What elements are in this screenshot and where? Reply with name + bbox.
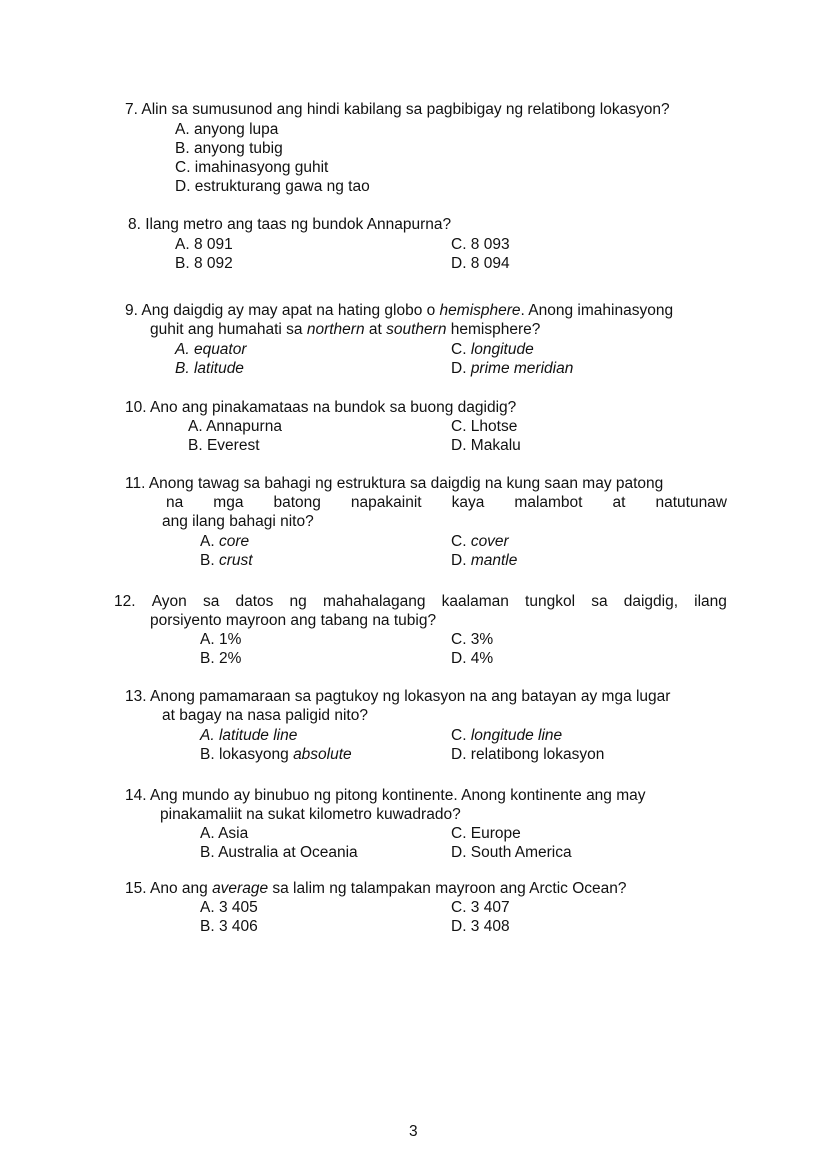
question-14-stem-line-1: 14. Ang mundo ay binubuo ng pitong kontinente. Anong kontinente ang may (125, 787, 646, 804)
question-8-choice-a: A. 8 091 (175, 236, 233, 253)
question-12-stem-line-1: 12. Ayon sa datos ng mahahalagang kaalaman tungkol sa daigdig, ilang (114, 593, 727, 610)
question-12-choice-b: B. 2% (200, 650, 242, 667)
question-13-choice-d: D. relatibong lokasyon (451, 746, 605, 763)
question-10-choice-c: C. Lhotse (451, 418, 518, 435)
question-14-stem-line-2: pinakamaliit na sukat kilometro kuwadrado? (160, 806, 461, 823)
question-8-choice-c: C. 8 093 (451, 236, 510, 253)
question-8-stem: 8. Ilang metro ang taas ng bundok Annapurna? (128, 216, 452, 233)
question-10-choice-d: D. Makalu (451, 437, 521, 454)
question-7-choice-b: B. anyong tubig (175, 140, 283, 157)
question-12-choice-a: A. 1% (200, 631, 242, 648)
question-11-stem-line-1: 11. Anong tawag sa bahagi ng estruktura sa daigdig na kung saan may patong (125, 475, 664, 492)
question-11-choice-d: D. mantle (451, 552, 518, 569)
question-12-choice-c: C. 3% (451, 631, 494, 648)
question-13-choice-c: C. longitude line (451, 727, 563, 744)
question-11-choice-a: A. core (200, 533, 250, 550)
question-7-choice-d: D. estrukturang gawa ng tao (175, 178, 370, 195)
question-9-choice-d: D. prime meridian (451, 360, 574, 377)
page-number: 3 (409, 1123, 418, 1140)
question-14-choice-a: A. Asia (200, 825, 249, 842)
question-12-stem-line-2: porsiyento mayroon ang tabang na tubig? (150, 612, 437, 629)
question-15-choice-d: D. 3 408 (451, 918, 510, 935)
question-10-choice-a: A. Annapurna (188, 418, 282, 435)
question-9-stem-line-1: 9. Ang daigdig ay may apat na hating globo o hemisphere. Anong imahinasyong (125, 302, 674, 319)
question-11-choice-c: C. cover (451, 533, 509, 550)
question-11-stem-line-2: na mga batong napakainit kaya malambot at natutunaw (166, 494, 727, 511)
question-9-choice-c: C. longitude (451, 341, 534, 358)
term-average: average (212, 880, 269, 897)
question-15-stem: 15. Ano ang average sa lalim ng talampakan mayroon ang Arctic Ocean? (125, 880, 627, 897)
question-8-choice-b: B. 8 092 (175, 255, 233, 272)
question-13-choice-b: B. lokasyong absolute (200, 746, 352, 763)
question-10-stem: 10. Ano ang pinakamataas na bundok sa buong dagidig? (125, 399, 517, 416)
question-11-choice-b: B. crust (200, 552, 253, 569)
term-northern: northern (306, 321, 365, 338)
question-11-stem-line-3: ang ilang bahagi nito? (162, 513, 314, 530)
question-7-choice-a: A. anyong lupa (175, 121, 279, 138)
question-7-choice-c: C. imahinasyong guhit (175, 159, 329, 176)
question-9-choice-a: A. equator (175, 341, 247, 358)
question-9-stem-line-2: guhit ang humahati sa northern at southern hemisphere? (150, 321, 541, 338)
question-10-choice-b: B. Everest (188, 437, 260, 454)
question-13-stem-line-2: at bagay na nasa paligid nito? (162, 707, 368, 724)
question-13-choice-a: A. latitude line (200, 727, 298, 744)
question-12-choice-d: D. 4% (451, 650, 494, 667)
question-9-choice-b: B. latitude (175, 360, 244, 377)
question-8-choice-d: D. 8 094 (451, 255, 510, 272)
question-15-choice-b: B. 3 406 (200, 918, 258, 935)
question-15-choice-c: C. 3 407 (451, 899, 510, 916)
term-southern: southern (386, 321, 447, 338)
question-7-stem: 7. Alin sa sumusunod ang hindi kabilang sa pagbibigay ng relatibong lokasyon? (125, 101, 670, 118)
term-hemisphere: hemisphere (439, 302, 521, 319)
question-15-choice-a: A. 3 405 (200, 899, 258, 916)
question-14-choice-b: B. Australia at Oceania (200, 844, 358, 861)
question-13-stem-line-1: 13. Anong pamamaraan sa pagtukoy ng lokasyon na ang batayan ay mga lugar (125, 688, 671, 705)
question-14-choice-c: C. Europe (451, 825, 521, 842)
question-14-choice-d: D. South America (451, 844, 572, 861)
